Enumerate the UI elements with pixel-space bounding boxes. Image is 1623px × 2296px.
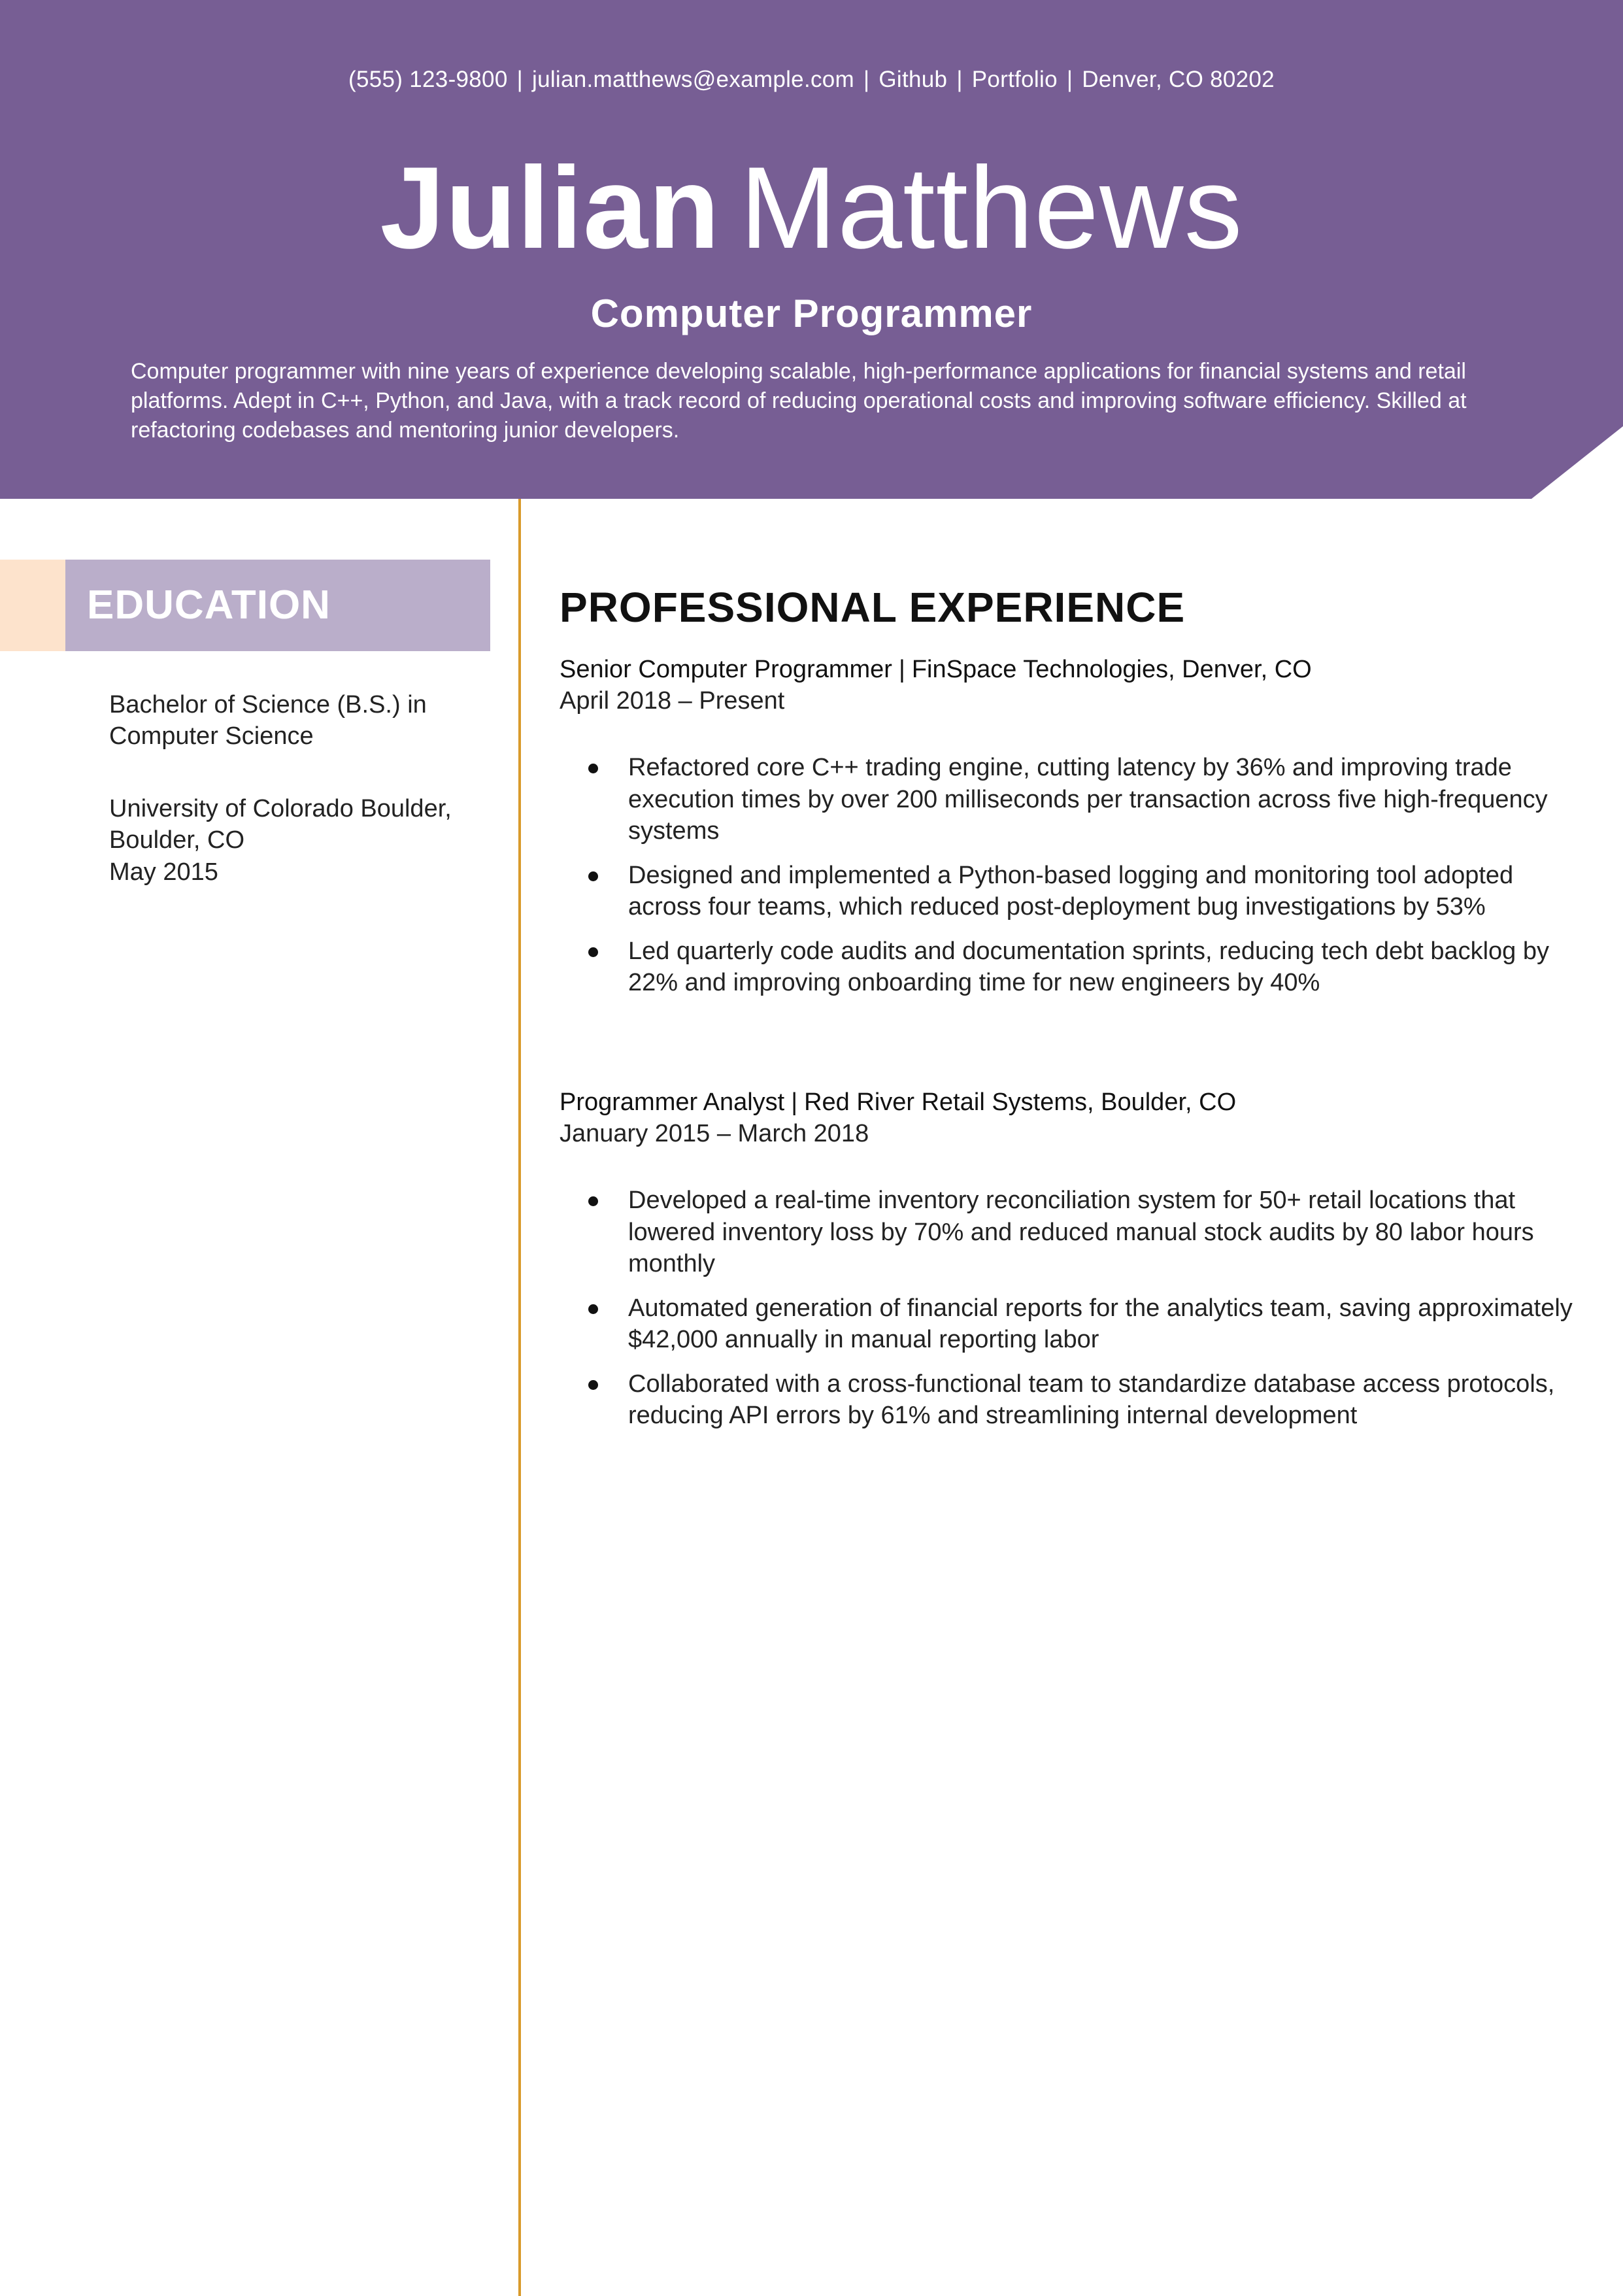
job-separator: |	[898, 656, 905, 683]
header-banner	[0, 0, 1623, 499]
job-company: FinSpace Technologies, Denver, CO	[911, 656, 1312, 683]
job-role: Senior Computer Programmer	[560, 656, 892, 683]
job-bullet	[588, 1292, 1575, 1356]
first-name: Julian	[380, 143, 720, 273]
experience-heading: PROFESSIONAL EXPERIENCE	[560, 584, 1186, 631]
bullet-dot-icon	[588, 947, 598, 957]
education-school: University of Colorado Boulder, Boulder, CO	[109, 795, 452, 854]
job-dates: April 2018 – Present	[560, 687, 785, 715]
bullet-dot-icon	[588, 1380, 598, 1390]
job-company: Red River Retail Systems, Boulder, CO	[804, 1089, 1237, 1116]
contact-separator: |	[863, 67, 870, 92]
job-heading	[560, 1089, 1236, 1117]
job-dates: January 2015 – March 2018	[560, 1120, 869, 1147]
github-link[interactable]: Github	[878, 67, 948, 92]
job-bullet	[588, 1185, 1575, 1280]
column-divider	[518, 499, 521, 2296]
contact-separator: |	[956, 67, 963, 92]
phone-number: (555) 123-9800	[348, 67, 508, 92]
contact-separator: |	[516, 67, 523, 92]
bullet-text: Developed a real-time inventory reconciliation system for 50+ retail locations that lowered inventory loss by 70% and reduced manual stock audits by 80 labor hours monthly	[628, 1187, 1534, 1277]
job-bullet-list	[588, 1185, 1575, 1444]
education-date: May 2015	[109, 858, 218, 886]
header-corner-cut	[1531, 426, 1623, 499]
education-accent-block	[0, 560, 65, 651]
bullet-dot-icon	[588, 871, 598, 881]
bullet-text: Refactored core C++ trading engine, cutting latency by 36% and improving trade execution times by over 200 milliseconds per transaction across five high-frequency systems	[628, 754, 1548, 845]
job-bullet	[588, 1368, 1575, 1432]
candidate-name	[0, 143, 1623, 273]
bullet-text: Led quarterly code audits and documentation sprints, reducing tech debt backlog by 22% and improving onboarding time for new engineers by 40%	[628, 937, 1550, 996]
portfolio-link[interactable]: Portfolio	[971, 67, 1058, 92]
bullet-dot-icon	[588, 764, 598, 773]
profile-summary: Computer programmer with nine years of experience developing scalable, high-performance applications for financial systems and retail platforms. Adept in C++, Python, and Java, with a track record of reducing operational costs and improving software efficiency. Skilled at refactoring codebases and mentoring junior developers.	[131, 359, 1467, 443]
bullet-dot-icon	[588, 1304, 598, 1314]
job-heading	[560, 656, 1312, 684]
email-link[interactable]: julian.matthews@example.com	[532, 67, 854, 92]
bullet-dot-icon	[588, 1196, 598, 1206]
job-role: Programmer Analyst	[560, 1089, 785, 1116]
bullet-text: Collaborated with a cross-functional team to standardize database access protocols, reducing API errors by 61% and streamlining internal development	[628, 1370, 1555, 1429]
contact-separator: |	[1066, 67, 1073, 92]
location: Denver, CO 80202	[1082, 67, 1275, 92]
job-title: Computer Programmer	[590, 292, 1033, 335]
job-separator: |	[791, 1089, 798, 1116]
education-degree: Bachelor of Science (B.S.) in Computer Science	[109, 691, 427, 750]
bullet-text: Automated generation of financial reports for the analytics team, saving approximately $42,000 annually in manual reporting labor	[628, 1294, 1573, 1353]
last-name: Matthews	[739, 143, 1243, 273]
contact-line	[0, 67, 1623, 93]
job-bullet	[588, 860, 1575, 923]
job-bullet-list	[588, 752, 1575, 1011]
job-bullet	[588, 752, 1575, 847]
job-bullet	[588, 936, 1575, 999]
bullet-text: Designed and implemented a Python-based logging and monitoring tool adopted across four teams, which reduced post-deployment bug investigations by 53%	[628, 861, 1514, 920]
education-heading: EDUCATION	[87, 582, 331, 628]
